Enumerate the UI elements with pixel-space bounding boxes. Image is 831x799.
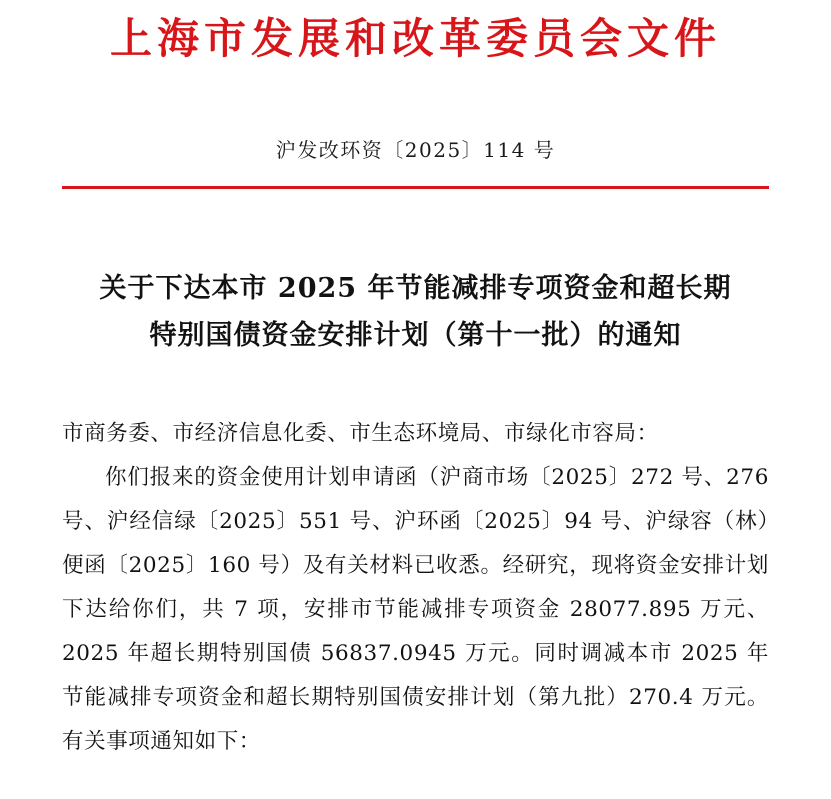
document-title-line-2: 特别国债资金安排计划（第十一批）的通知 (149, 320, 682, 352)
document-title (62, 265, 769, 360)
red-separator-rule (62, 186, 769, 189)
document-masthead-title: 上海市发展和改革委员会文件 (109, 14, 721, 63)
document-number: 沪发改环资〔2025〕114 号 (275, 138, 556, 163)
recipients-line: 市商务委、市经济信息化委、市生态环境局、市绿化市容局： (62, 420, 659, 446)
document-title-line-1: 关于下达本市 2025 年节能减排专项资金和超长期 (99, 273, 732, 305)
document-number-row (62, 136, 769, 164)
document-body (62, 412, 769, 765)
body-paragraph-1: 你们报来的资金使用计划申请函（沪商市场〔2025〕272 号、276 号、沪经信绿〔2025〕551 号、沪环函〔2025〕94 号、沪绿容（林）便函〔2025〕160 号）及有关材料已收悉。经研究，现将资金安排计划下达给你们，共 7 项，安排市节能减排专项资金 28077.895 万元、2025 年超长期特别国债 56837.0945 万元。同时调减本市 2025 年节能减排专项资金和超长期特别国债安排计划（第九批）270.4 万元。有关事项通知如下： (62, 464, 769, 755)
